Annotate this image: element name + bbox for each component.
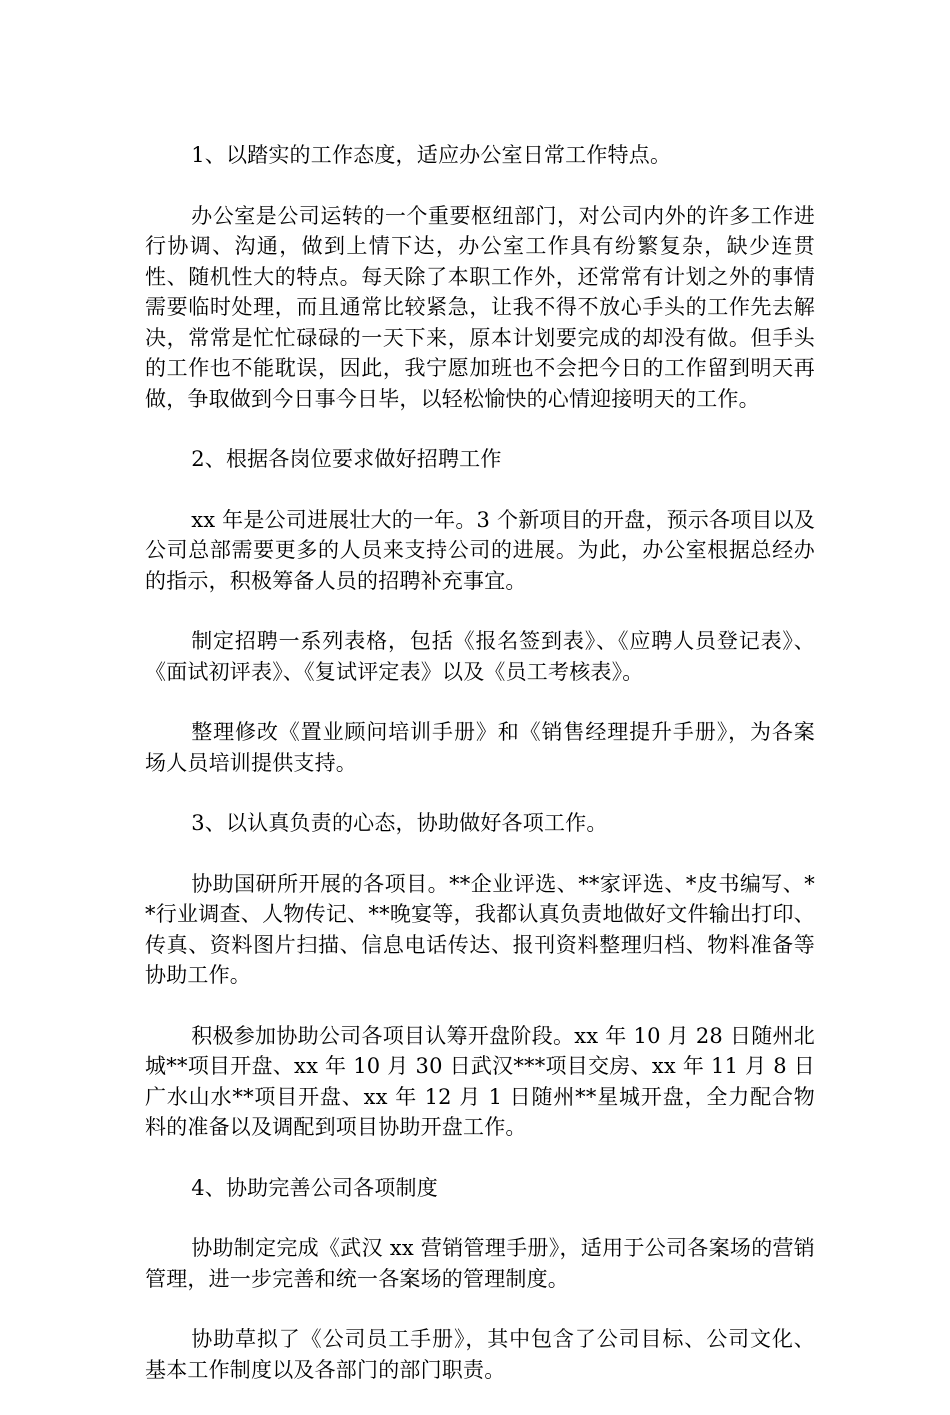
body-paragraph: 办公室是公司运转的一个重要枢纽部门，对公司内外的许多工作进行协调、沟通，做到上情下达，办公室工作具有纷繁复杂，缺少连贯性、随机性大的特点。每天除了本职工作外，还常常有计划之外的事情需要临时处理，而且通常比较紧急，让我不得不放心手头的工作先去解决，常常是忙忙碌碌的一天下来，原本计划要完成的却没有做。但手头的工作也不能耽误，因此，我宁愿加班也不会把今日的工作留到明天再做，争取做到今日事今日毕，以轻松愉快的心情迎接明天的工作。 [145, 203, 815, 411]
body-paragraph: 制定招聘一系列表格，包括《报名签到表》、《应聘人员登记表》、《面试初评表》、《复试评定表》以及《员工考核表》。 [145, 629, 815, 684]
section-heading-3: 3、以认真负责的心态，协助做好各项工作。 [191, 811, 608, 835]
section-heading-4: 4、协助完善公司各项制度 [191, 1175, 438, 1200]
body-paragraph: 协助国研所开展的各项目。**企业评选、**家评选、*皮书编写、**行业调查、人物传记、**晚宴等，我都认真负责地做好文件输出打印、传真、资料图片扫描、信息电话传达、报刊资料整理归档、物料准备等协助工作。 [145, 871, 815, 987]
section-heading-1: 1、以踏实的工作态度，适应办公室日常工作特点。 [191, 143, 672, 167]
section-heading-2: 2、根据各岗位要求做好招聘工作 [191, 447, 502, 471]
body-paragraph: 协助制定完成《武汉 xx 营销管理手册》，适用于公司各案场的营销管理，进一步完善和统一各案场的管理制度。 [145, 1236, 815, 1291]
body-paragraph: 整理修改《置业顾问培训手册》和《销售经理提升手册》，为各案场人员培训提供支持。 [145, 720, 815, 775]
document-body [145, 140, 815, 1415]
body-paragraph: xx 年是公司进展壮大的一年。3 个新项目的开盘，预示各项目以及公司总部需要更多的人员来支持公司的进展。为此，办公室根据总经办的指示，积极筹备人员的招聘补充事宜。 [145, 507, 815, 593]
body-paragraph: 协助草拟了《公司员工手册》，其中包含了公司目标、公司文化、基本工作制度以及各部门的部门职责。 [145, 1327, 815, 1382]
body-paragraph: 积极参加协助公司各项目认筹开盘阶段。xx 年 10 月 28 日随州北城**项目开盘、xx 年 10 月 30 日武汉***项目交房、xx 年 11 月 8 日广水山水**项目开盘、xx 年 12 月 1 日随州**星城开盘，全力配合物料的准备以及调配到项目协助开盘工作。 [145, 1023, 815, 1139]
